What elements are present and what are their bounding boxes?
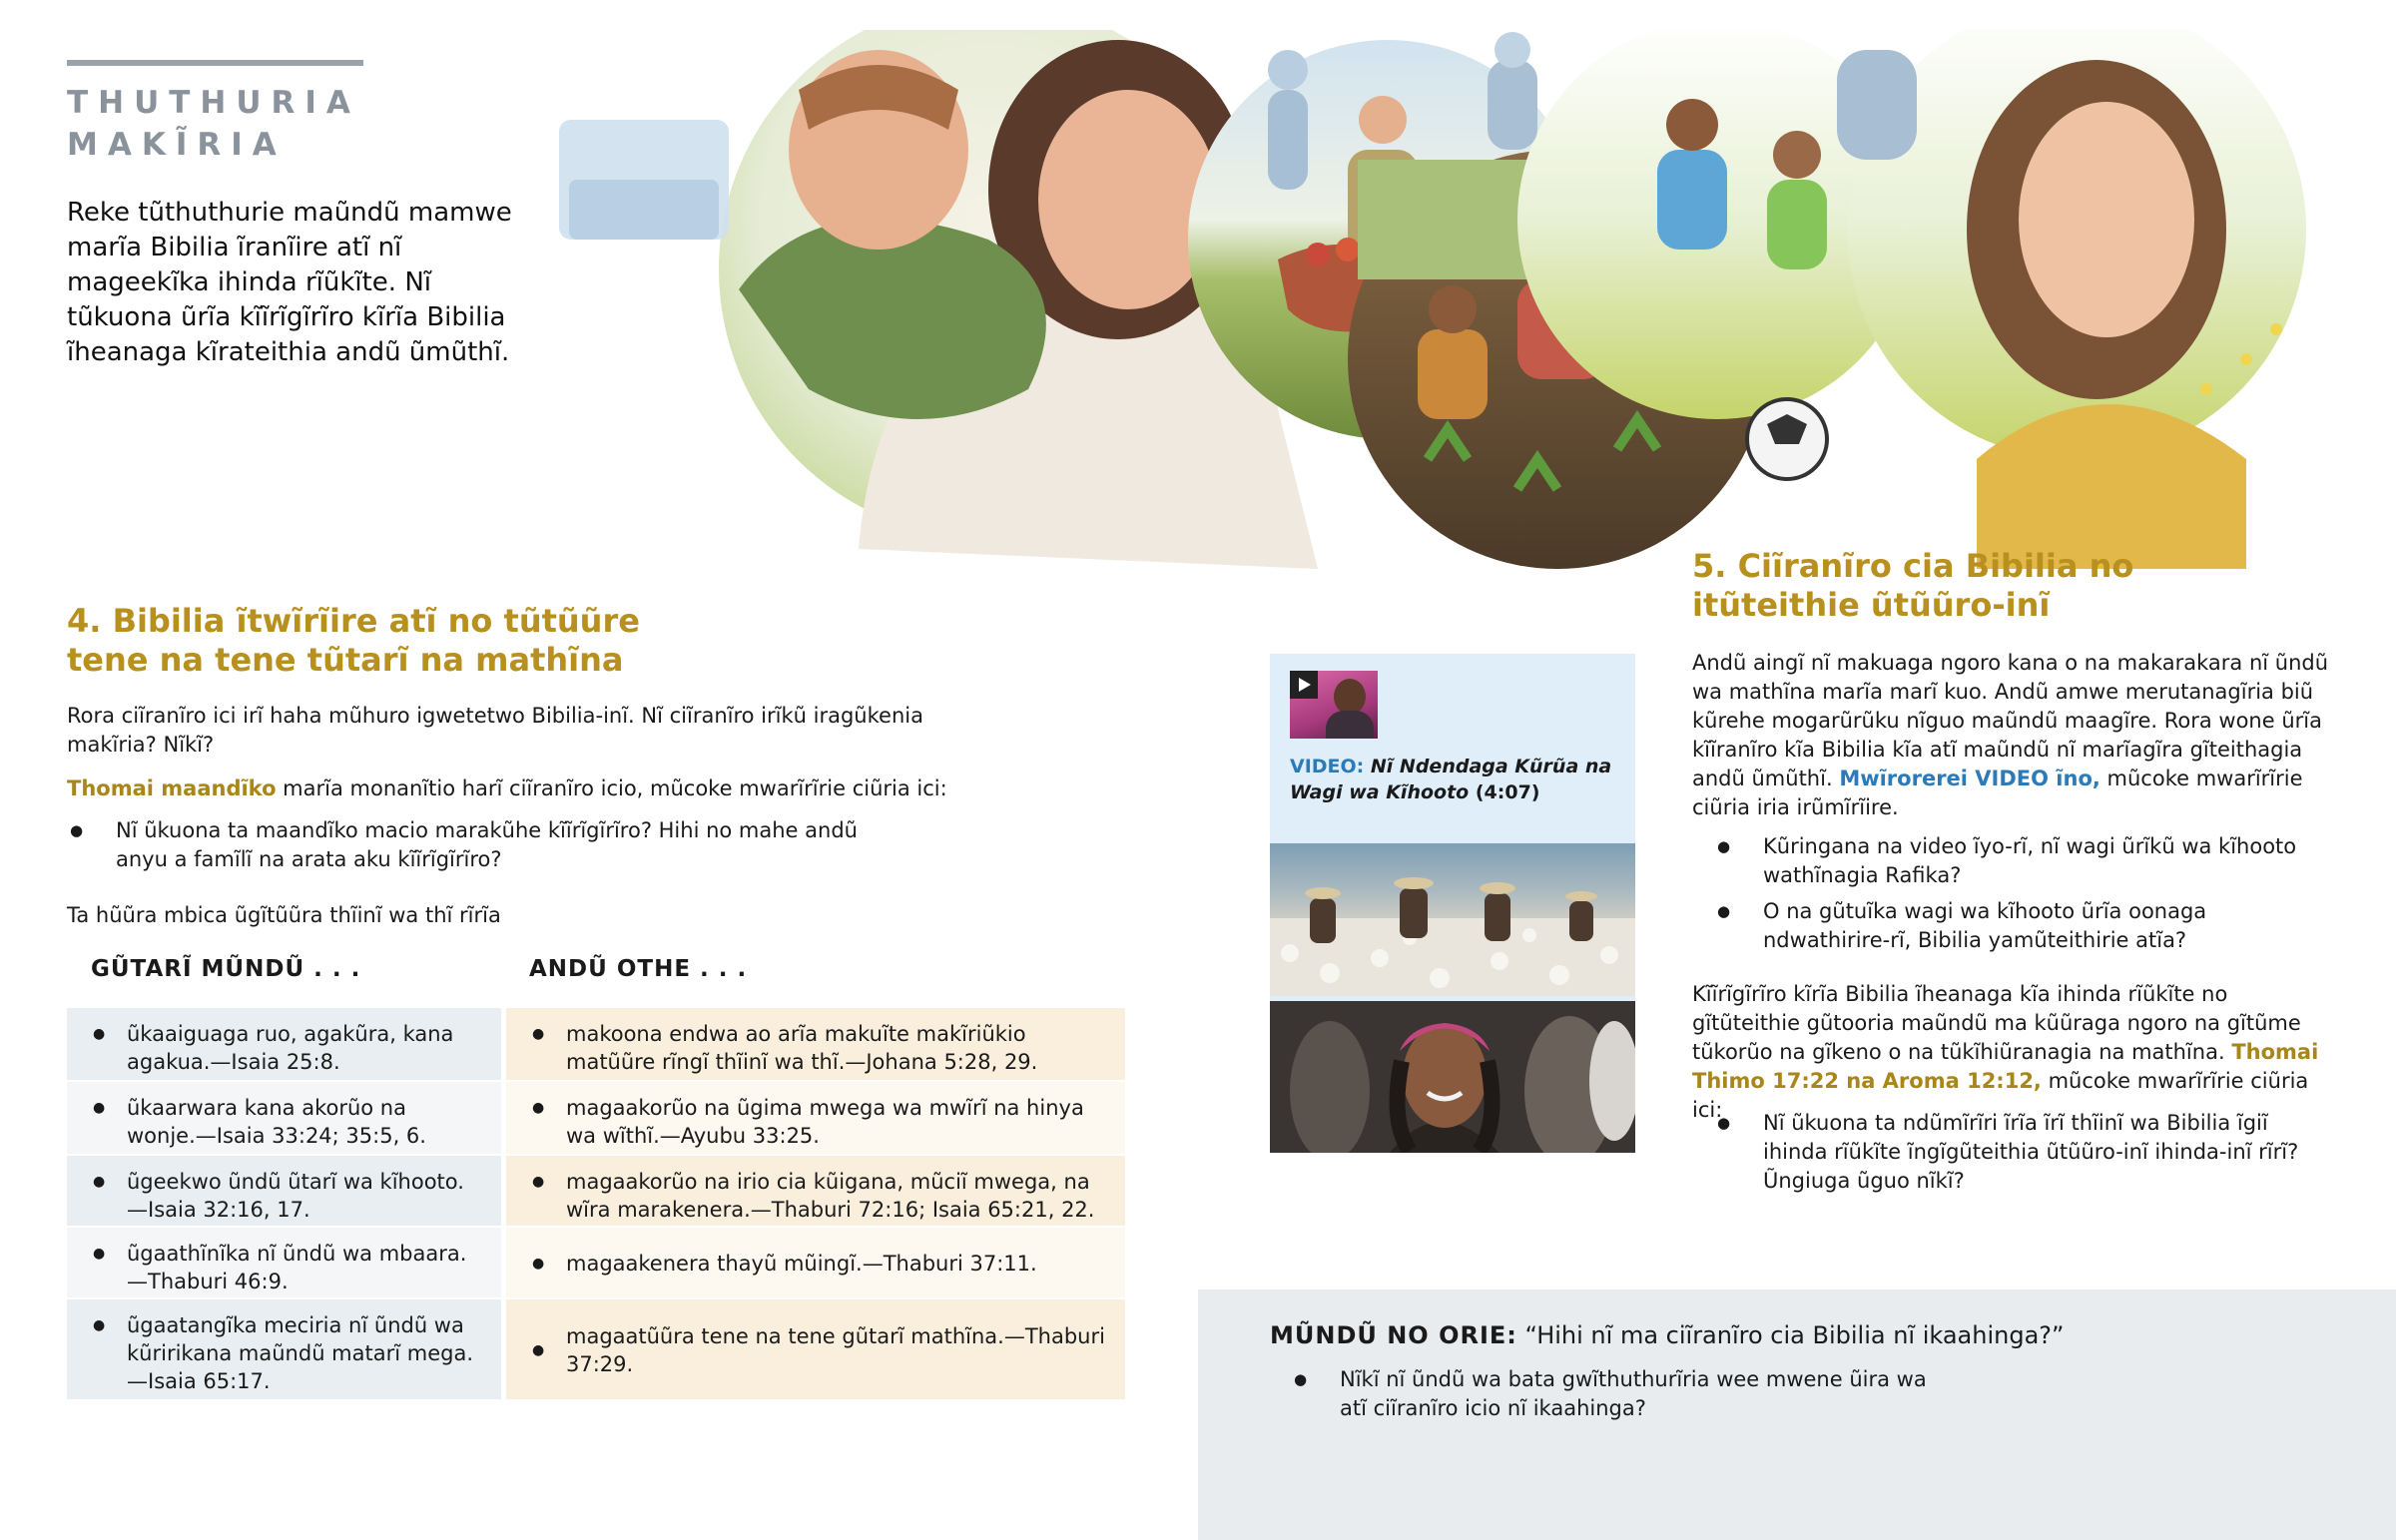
smiling-woman-drawing xyxy=(1270,1001,1635,1153)
intro-paragraph: Reke tũthuthurie maũndũ mamwe marĩa Bibilia ĩranĩire atĩ nĩ mageekĩka ihinda rĩũkĩte. Nĩ tũkuona ũrĩa kĩĩrĩgĩrĩro kĩrĩa Bibilia ĩheanaga kĩrateithia andũ ũmũthĩ. xyxy=(67,198,512,367)
table-cell-left: ● ũgeekwo ũndũ ũtarĩ wa kĩhooto.—Isaia 32:16, 17. xyxy=(67,1156,501,1226)
table-row xyxy=(67,1008,1125,1080)
section-5-question-1: ● Kũringana na video ĩyo-rĩ, nĩ wagi ũrĩkũ wa kĩhooto wathĩnagia Rafika? xyxy=(1717,832,2331,890)
section-5-paragraph-2-end: mũcoke mwarĩrĩrie ciũria ici: xyxy=(1692,1069,2309,1122)
section-5-paragraph-1-text: Andũ aingĩ nĩ makuaga ngoro kana o na makarakara nĩ ũndũ wa mathĩna marĩa marĩ kuo. Andũ amwe merutanagĩria biũ kũrehe mogarũrũku nĩguo maũndũ maagĩre. Rora wone ũrĩa kĩĩranĩro kĩa Bibilia kĩa atĩ maũndũ nĩ marĩagĩra gĩteithagia andũ ũmũthĩ. xyxy=(1692,651,2329,790)
section-4-paragraph: Rora ciĩranĩro ici irĩ haha mũhuro igwetetwo Bibilia-inĩ. Nĩ ciĩranĩro irĩkũ iragũkenia makĩria? Nĩkĩ? xyxy=(67,704,923,757)
video-thumbnail[interactable] xyxy=(1290,671,1378,739)
discussion-question xyxy=(1270,1319,2064,1351)
section-4-question: ● Nĩ ũkuona ta maandĩko macio marakũhe kĩĩrĩgĩrĩro? Hihi no mahe andũ anyu a famĩlĩ na arata aku kĩĩrĩgĩrĩro? xyxy=(70,816,898,874)
hopeful-woman-scene xyxy=(1837,30,2306,569)
scripture-reference-link[interactable]: Thomai maandĩko xyxy=(67,776,277,800)
smiling-woman-image xyxy=(1270,1001,1635,1153)
video-title: Nĩ Ndendaga Kũrũa na Wagi wa Kĩhooto xyxy=(1290,756,1612,803)
video-duration: (4:07) xyxy=(1475,781,1540,803)
table-cell-right: ● makoona endwa ao arĩa makuĩte makĩriũkio matũũre rĩngĩ thĩinĩ wa thĩ.—Johana 5:28, 29. xyxy=(506,1008,1125,1080)
table-cell-right: ● magaakenera thayũ mũingĩ.—Thaburi 37:11. xyxy=(506,1228,1125,1297)
section-5-question-3: ● Nĩ ũkuona ta ndũmĩrĩri ĩrĩa ĩrĩ thĩinĩ wa Bibilia ĩgiĩ ihinda rĩũkĩte ĩngĩgũteithia ũtũũro-inĩ ihinda-inĩ rĩrĩ? Ũngiuga ũguo nĩkĩ? xyxy=(1717,1109,2331,1196)
table-row xyxy=(67,1228,1125,1297)
video-tag: VIDEO: xyxy=(1290,756,1365,777)
video-thumbnail-face xyxy=(1334,679,1366,715)
discussion-bullet: ● Nĩkĩ nĩ ũndũ wa bata gwĩthuthurĩria wee mwene ũira wa atĩ ciĩranĩro icio nĩ ikaahinga? xyxy=(1294,1365,1953,1423)
section-4-instruction xyxy=(67,774,1125,803)
section-5-question-2: ● O na gũtuĩka wagi wa kĩhooto ũrĩa oonaga ndwathirire-rĩ, Bibilia yamũteithirie atĩa? xyxy=(1717,897,2331,955)
cotton-field-drawing xyxy=(1270,843,1635,996)
section-4-title: 4. Bibilia ĩtwĩrĩire atĩ no tũtũũre tene na tene tũtarĩ na mathĩna xyxy=(67,602,640,679)
table-header-right: ANDŨ OTHE . . . xyxy=(529,956,748,982)
kicker-line-1: THUTHURIA xyxy=(67,85,360,121)
table-cell-right: ● magaakorũo na irio cia kũigana, mũciĩ mwega, na wĩra marakenera.—Thaburi 72:16; Isaia 65:21, 22. xyxy=(506,1156,1125,1226)
table-cell-left: ● ũgaathĩnĩka nĩ ũndũ wa mbaara.—Thaburi 46:9. xyxy=(67,1228,501,1297)
kicker-line-2: MAKĨRIA xyxy=(67,127,287,163)
table-cell-right: ● magaatũũra tene na tene gũtarĩ mathĩna.—Thaburi 37:29. xyxy=(506,1299,1125,1399)
video-card[interactable] xyxy=(1270,654,1635,1153)
table-row xyxy=(67,1156,1125,1226)
section-5-paragraph-2-text: Kĩĩrĩgĩrĩro kĩrĩa Bibilia ĩheanaga kĩa ihinda rĩũkĩte no gĩtũteithie gũtooria maũndũ ma kũũraga ngoro na gĩtũme tũkorũo na gĩkeno o na tũkĩhiũranagia na mathĩna. xyxy=(1692,982,2301,1064)
discussion-quote: “Hihi nĩ ma ciĩranĩro cia Bibilia nĩ ikaahinga?” xyxy=(1524,1321,2065,1349)
section-5-paragraph-1-end: mũcoke mwarĩrĩrie ciũria iria irũmĩrĩire. xyxy=(1692,767,2303,819)
cotton-field-image xyxy=(1270,843,1635,996)
table-cell-left: ● ũkaaiguaga ruo, agakũra, kana agakua.—Isaia 25:8. xyxy=(67,1008,501,1080)
table-header-left: GŨTARĨ MŨNDŨ . . . xyxy=(91,956,361,982)
discussion-label: MŨNDŨ NO ORIE: xyxy=(1270,1321,1517,1349)
section-5-title: 5. Ciĩranĩro cia Bibilia no itũteithie ũtũũro-inĩ xyxy=(1692,547,2134,624)
section-5-paragraph-2 xyxy=(1692,980,2331,1125)
hope-illustration xyxy=(559,30,2336,569)
page-kicker xyxy=(67,82,360,166)
video-label[interactable] xyxy=(1290,754,1619,805)
table-cell-left: ● ũkaarwara kana akorũo na wonje.—Isaia 33:24; 35:5, 6. xyxy=(67,1082,501,1154)
table-row xyxy=(67,1299,1125,1399)
discussion-box xyxy=(1198,1289,2396,1540)
watch-video-link[interactable]: Mwĩrorerei VIDEO ĩno, xyxy=(1839,767,2100,790)
section-4-instruction-text: marĩa monanĩtio harĩ ciĩranĩro icio, mũcoke mwarĩrĩrie ciũria ici: xyxy=(276,776,947,800)
video-thumbnail-body xyxy=(1326,711,1374,739)
section-5-paragraph-1 xyxy=(1692,649,2331,822)
table-row xyxy=(67,1082,1125,1154)
table-cell-left: ● ũgaatangĩka meciria nĩ ũndũ wa kũririkana maũndũ matarĩ mega.—Isaia 65:17. xyxy=(67,1299,501,1399)
scripture-reference-link[interactable]: Thomai Thimo 17:22 na Aroma 12:12, xyxy=(1692,1040,2319,1093)
table-intro: Ta hũũra mbica ũgĩtũũra thĩinĩ wa thĩ rĩrĩa xyxy=(67,903,501,927)
header-rule xyxy=(67,60,363,66)
play-icon[interactable] xyxy=(1290,671,1318,699)
table-cell-right: ● magaakorũo na ũgima mwega wa mwĩrĩ na hinya wa wĩthĩ.—Ayubu 33:25. xyxy=(506,1082,1125,1154)
